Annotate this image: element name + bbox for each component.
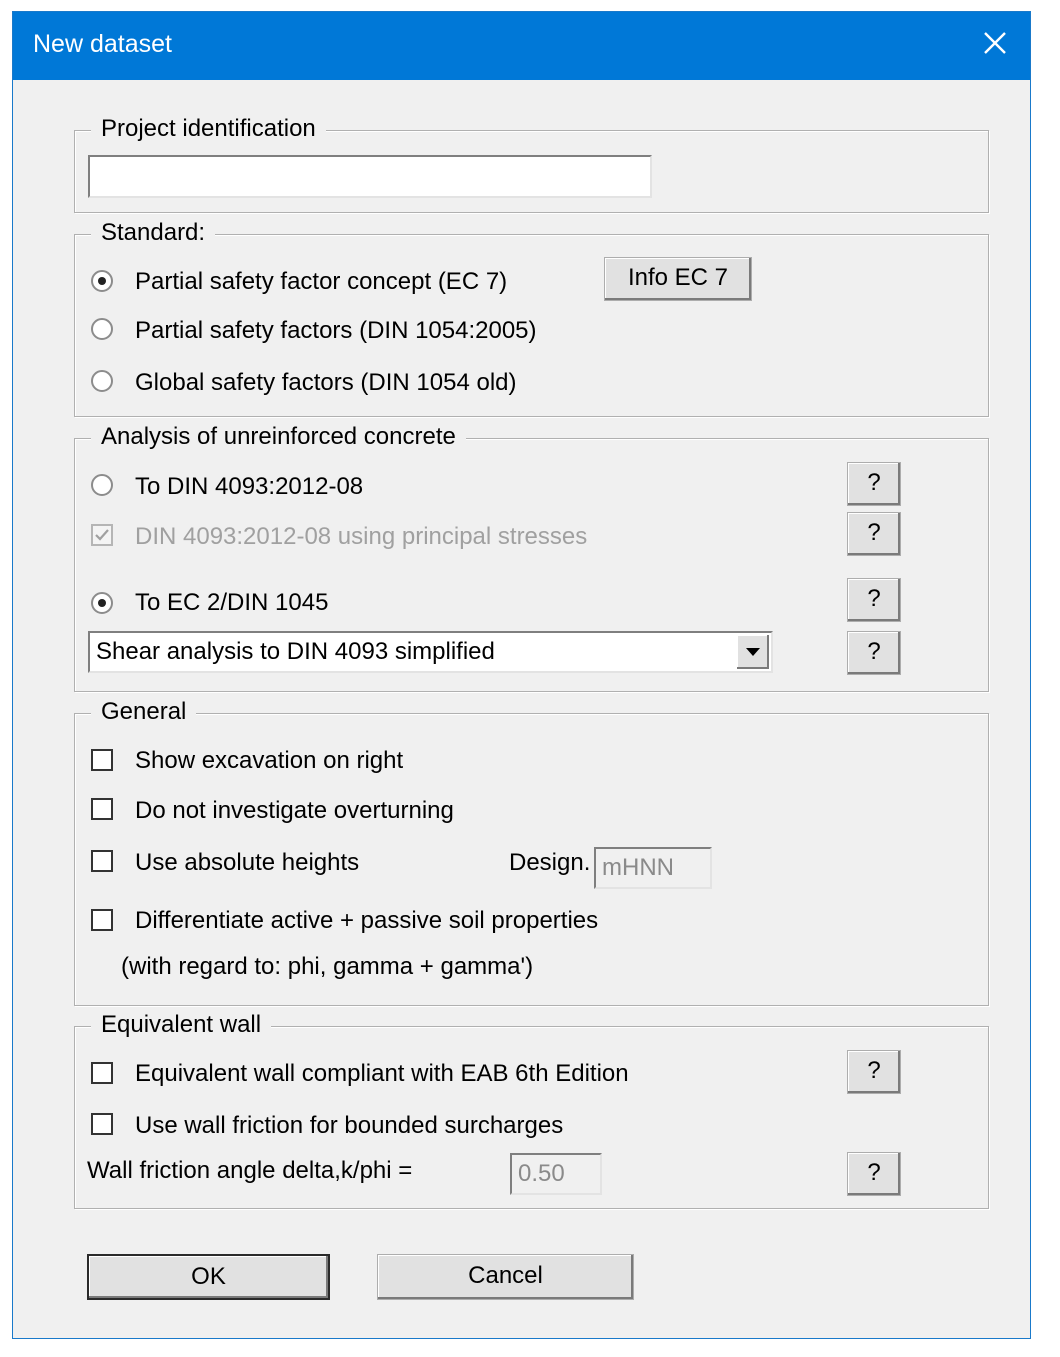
radio-label-ec2-din1045: To EC 2/DIN 1045 bbox=[135, 589, 329, 616]
help-button-ec2[interactable]: ? bbox=[847, 578, 901, 622]
cancel-button[interactable]: Cancel bbox=[377, 1254, 634, 1300]
concrete-analysis-legend: Analysis of unreinforced concrete bbox=[91, 422, 466, 452]
shear-analysis-dropdown-value: Shear analysis to DIN 4093 simplified bbox=[96, 638, 495, 665]
radio-ec2-din1045[interactable] bbox=[91, 592, 113, 614]
close-icon[interactable] bbox=[978, 26, 1012, 60]
checkbox-no-overturning[interactable] bbox=[91, 798, 113, 820]
differentiate-note: (with regard to: phi, gamma + gamma') bbox=[121, 953, 534, 980]
project-identification-input[interactable] bbox=[88, 155, 652, 198]
radio-label-din1054-2005: Partial safety factors (DIN 1054:2005) bbox=[135, 317, 537, 344]
checkbox-wall-friction-bounded[interactable] bbox=[91, 1113, 113, 1135]
standard-legend: Standard: bbox=[91, 218, 215, 248]
help-button-shear-analysis[interactable]: ? bbox=[847, 631, 901, 675]
radio-din4093[interactable] bbox=[91, 474, 113, 496]
checkbox-show-excavation-right[interactable] bbox=[91, 749, 113, 771]
checkbox-label-absolute-heights: Use absolute heights bbox=[135, 849, 360, 876]
window-title: New dataset bbox=[33, 30, 172, 58]
radio-label-ec7: Partial safety factor concept (EC 7) bbox=[135, 268, 508, 295]
radio-partial-safety-ec7[interactable] bbox=[91, 270, 113, 292]
checkbox-label-no-overturning: Do not investigate overturning bbox=[135, 797, 454, 824]
checkbox-absolute-heights[interactable] bbox=[91, 850, 113, 872]
design-input[interactable]: mHNN bbox=[594, 847, 712, 889]
checkbox-label-wall-friction-bounded: Use wall friction for bounded surcharges bbox=[135, 1112, 564, 1139]
radio-label-din4093: To DIN 4093:2012-08 bbox=[135, 473, 364, 500]
general-legend: General bbox=[91, 697, 196, 727]
ok-button[interactable]: OK bbox=[87, 1254, 330, 1300]
radio-global-safety-din1054-old[interactable] bbox=[91, 370, 113, 392]
dialog-window bbox=[12, 11, 1031, 1339]
radio-partial-safety-din1054-2005[interactable] bbox=[91, 318, 113, 340]
help-button-eab[interactable]: ? bbox=[847, 1050, 901, 1094]
checkbox-eab-6th-edition[interactable] bbox=[91, 1062, 113, 1084]
title-bar[interactable] bbox=[13, 12, 1030, 80]
checkbox-label-principal-stresses: DIN 4093:2012-08 using principal stresses bbox=[135, 523, 588, 550]
chevron-down-icon[interactable] bbox=[737, 635, 769, 669]
help-button-din4093[interactable]: ? bbox=[847, 462, 901, 506]
info-ec7-button[interactable]: Info EC 7 bbox=[604, 257, 752, 301]
project-identification-legend: Project identification bbox=[91, 114, 326, 144]
checkbox-principal-stresses[interactable] bbox=[91, 524, 113, 546]
checkbox-label-differentiate-soil-properties: Differentiate active + passive soil properties bbox=[135, 907, 599, 934]
help-button-wall-friction[interactable]: ? bbox=[847, 1152, 901, 1196]
radio-label-din1054-old: Global safety factors (DIN 1054 old) bbox=[135, 369, 517, 396]
help-button-principal-stresses[interactable]: ? bbox=[847, 512, 901, 556]
wall-friction-angle-input[interactable]: 0.50 bbox=[510, 1153, 602, 1195]
design-label: Design. bbox=[509, 849, 591, 876]
wall-friction-angle-label: Wall friction angle delta,k/phi = bbox=[87, 1157, 413, 1184]
checkbox-label-show-excavation-right: Show excavation on right bbox=[135, 747, 404, 774]
shear-analysis-dropdown[interactable] bbox=[88, 631, 773, 673]
checkbox-label-eab-6th-edition: Equivalent wall compliant with EAB 6th Edition bbox=[135, 1060, 629, 1087]
equivalent-wall-legend: Equivalent wall bbox=[91, 1010, 271, 1040]
checkbox-differentiate-soil-properties[interactable] bbox=[91, 909, 113, 931]
